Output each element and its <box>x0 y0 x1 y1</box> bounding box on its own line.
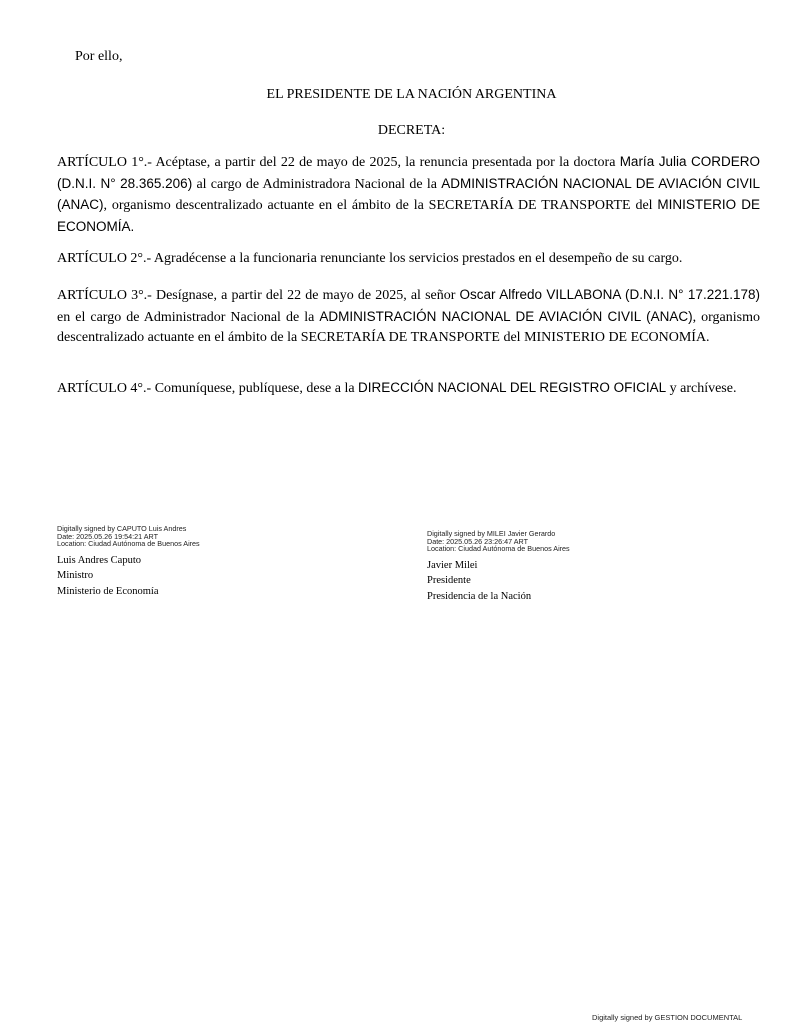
article-4 <box>57 378 760 400</box>
article-text: María Julia CORDERO (D.N.I. N° 28.365.206) <box>57 154 760 191</box>
article-text: MINISTERIO DE ECONOMÍA. <box>57 197 760 234</box>
article-2 <box>57 249 760 270</box>
signature-date: Date: 2025.05.26 23:26:47 ART <box>427 536 528 546</box>
signed-by-text: Digitally signed by CAPUTO Luis Andres <box>57 524 187 533</box>
article-3 <box>57 285 760 349</box>
article-text: Oscar Alfredo VILLABONA (D.N.I. N° 17.221.178) <box>459 287 760 302</box>
signature-location: Location: Ciudad Autónoma de Buenos Aires <box>427 544 570 554</box>
signer-office: Presidencia de la Nación <box>427 590 532 602</box>
article-label: ARTÍCULO 1°.- <box>57 155 152 170</box>
article-1 <box>57 152 760 238</box>
article-label: ARTÍCULO 3°.- <box>57 288 152 303</box>
article-text: ADMINISTRACIÓN NACIONAL DE AVIACIÓN CIVIL (ANAC) <box>57 175 761 212</box>
digital-signature-info <box>57 525 200 548</box>
article-text: , organismo descentralizado actuante en el ámbito de la SECRETARÍA DE TRANSPORTE del <box>103 198 658 213</box>
article-text: Desígnase, a partir del 22 de mayo de 2025, al señor <box>151 288 460 303</box>
footer-signature-stamp: Digitally signed by GESTION DOCUMENTAL <box>592 1013 743 1022</box>
authority-heading: EL PRESIDENTE DE LA NACIÓN ARGENTINA <box>266 87 557 102</box>
signer-role: Ministro <box>57 570 94 582</box>
signer-role: Presidente <box>427 575 471 587</box>
signer-name: Javier Milei <box>427 559 478 571</box>
article-text: en el cargo de Administrador Nacional de la <box>57 309 320 325</box>
article-text: , organismo descentralizado actuante en el ámbito de la SECRETARÍA DE TRANSPORTE del MINISTERIO DE ECONOMÍA. <box>57 309 760 345</box>
signature-date: Date: 2025.05.26 19:54:21 ART <box>57 531 158 541</box>
signer-name: Luis Andres Caputo <box>57 554 141 566</box>
article-text: DIRECCIÓN NACIONAL DEL REGISTRO OFICIAL <box>358 380 667 395</box>
signed-by-text: Digitally signed by MILEI Javier Gerardo <box>427 529 556 538</box>
signer-office: Ministerio de Economía <box>57 585 159 597</box>
article-text: Acéptase, a partir del 22 de mayo de 2025, la renuncia presentada por la doctora <box>151 155 620 170</box>
signer-details <box>427 558 570 605</box>
decreta-heading: DECRETA: <box>377 123 446 138</box>
signature-block-president <box>427 530 570 604</box>
article-text: Comuníquese, publíquese, dese a la <box>151 381 359 396</box>
signature-block-minister <box>57 525 200 599</box>
article-label: ARTÍCULO 4°.- <box>57 381 152 396</box>
signature-location: Location: Ciudad Autónoma de Buenos Aires <box>57 539 200 549</box>
article-text: y archívese. <box>666 381 737 396</box>
article-text: al cargo de Administradora Nacional de la <box>192 176 442 192</box>
article-label: ARTÍCULO 2°.- <box>57 251 152 266</box>
digital-signature-info <box>427 530 570 553</box>
article-text: ADMINISTRACIÓN NACIONAL DE AVIACIÓN CIVIL (ANAC) <box>319 308 693 324</box>
article-text: Agradécense a la funcionaria renunciante los servicios prestados en el desempeño de su cargo. <box>151 251 683 266</box>
signer-details <box>57 553 200 600</box>
intro-text: Por ello, <box>75 49 123 64</box>
